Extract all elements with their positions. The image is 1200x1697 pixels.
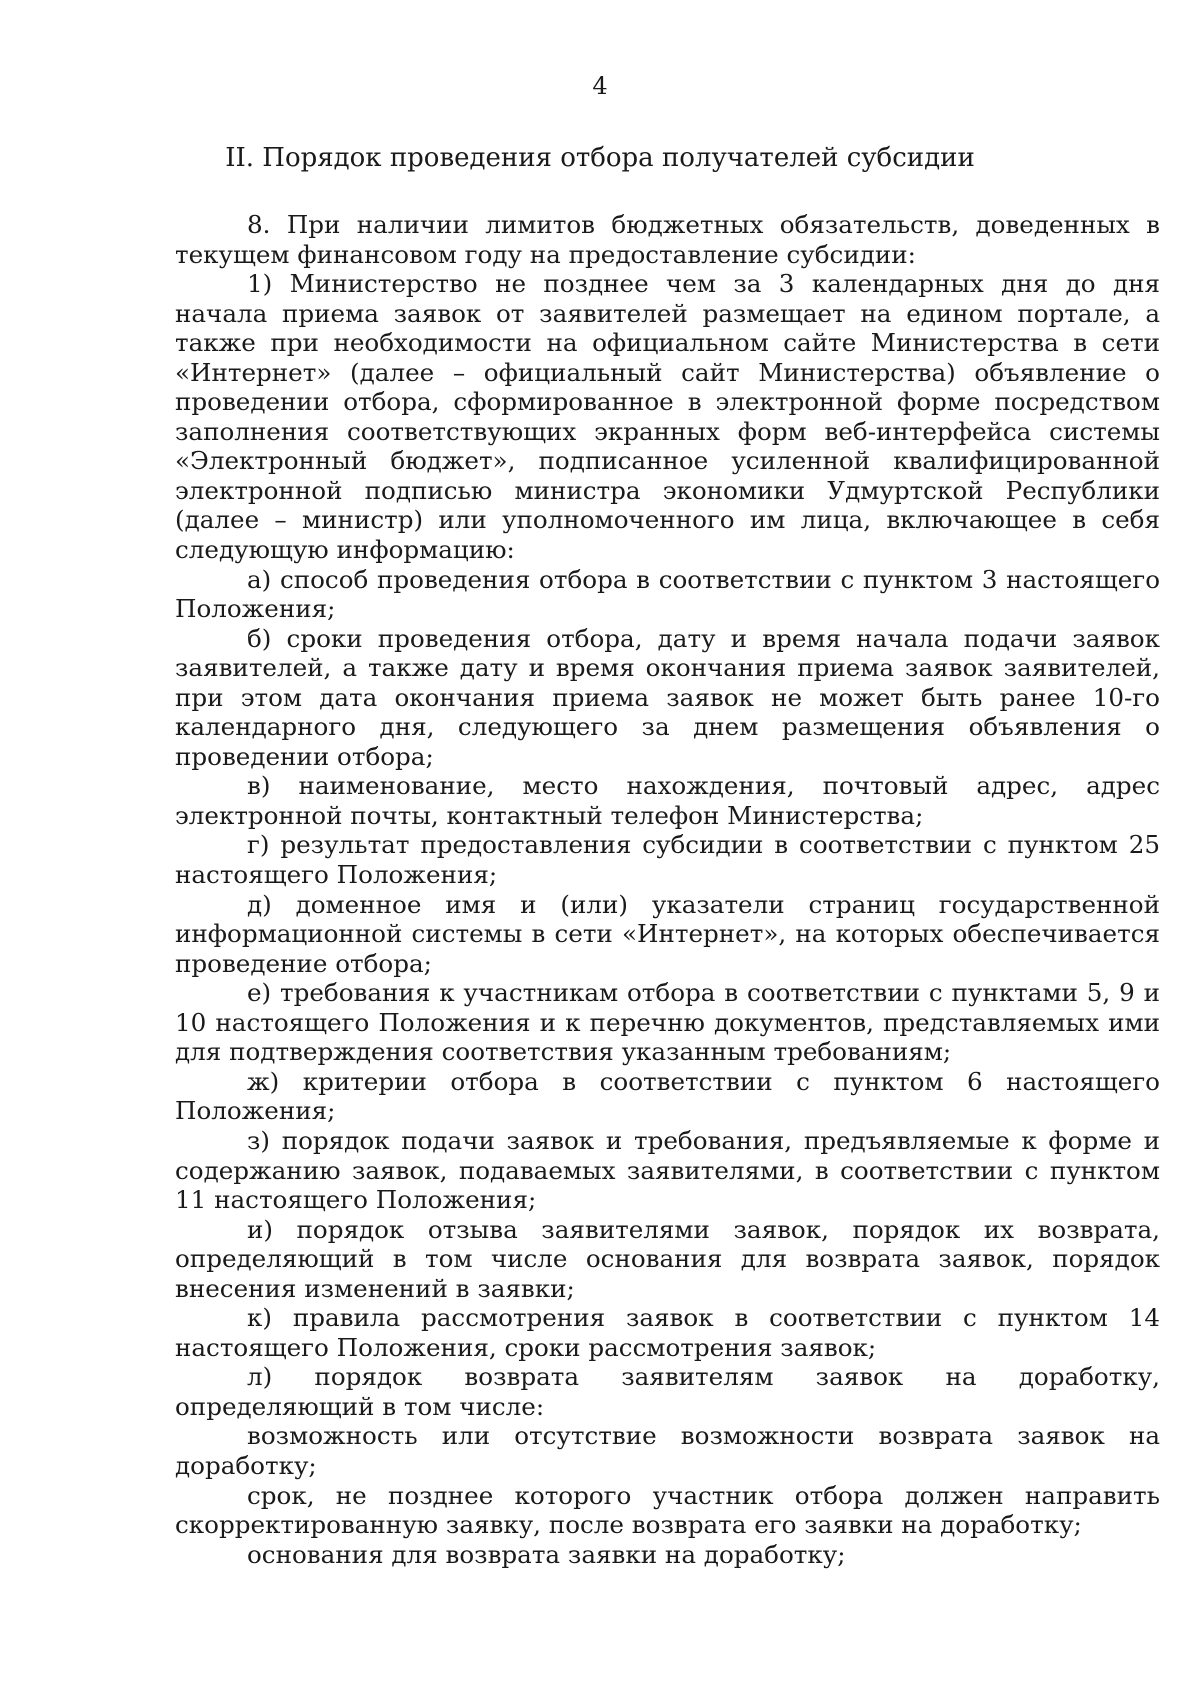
paragraph: срок, не позднее которого участник отбора должен направить скорректированную заявку, после возврата его заявки на доработку; [175,1480,1160,1540]
paragraph: возможность или отсутствие возможности возврата заявок на доработку; [175,1421,1160,1480]
paragraph: д) доменное имя и (или) указатели страниц государственной информационной системы в сети «Интернет», на которых обеспечивается проведение отбора; [175,889,1160,978]
paragraph: 1) Министерство не позднее чем за 3 календарных дня до дня начала приема заявок от заявителей размещает на едином портале, а также при необходимости на официальном сайте Министерства в сети «Интернет» (далее – официальный сайт Министерства) объявление о проведении отбора, сформированное в электронной форме посредством заполнения соответствующих экранных форм веб-интерфейса системы «Электронный бюджет», подписанное усиленной квалифицированной электронной подписью министра экономики Удмуртской Республики (далее – министр) или уполномоченного им лица, включающее в себя следующую информацию: [175,269,1160,565]
paragraph: к) правила рассмотрения заявок в соответствии с пунктом 14 настоящего Положения, сроки рассмотрения заявок; [175,1303,1160,1362]
paragraph: б) сроки проведения отбора, дату и время начала подачи заявок заявителей, а также дату и время окончания приема заявок заявителей, при этом дата окончания приема заявок не может быть ранее 10-го календарного дня, следующего за днем размещения объявления о проведении отбора; [175,623,1160,771]
page-number: 4 [592,72,608,100]
paragraph: з) порядок подачи заявок и требования, предъявляемые к форме и содержанию заявок, подаваемых заявителями, в соответствии с пунктом 11 настоящего Положения; [175,1125,1160,1215]
paragraph: ж) критерии отбора в соответствии с пунктом 6 настоящего Положения; [175,1066,1160,1126]
paragraph: а) способ проведения отбора в соответствии с пунктом 3 настоящего Положения; [175,564,1160,624]
paragraph: основания для возврата заявки на доработку; [247,1539,846,1569]
paragraph: е) требования к участникам отбора в соответствии с пунктами 5, 9 и 10 настоящего Положения и к перечню документов, представляемых ими для подтверждения соответствия указанным требованиям; [175,978,1160,1067]
section-heading: II. Порядок проведения отбора получателей субсидии [225,143,975,173]
paragraph: г) результат предоставления субсидии в соответствии с пунктом 25 настоящего Положения; [175,830,1160,890]
paragraph: 8. При наличии лимитов бюджетных обязательств, доведенных в текущем финансовом году на предоставление субсидии: [175,210,1160,269]
document-body [175,210,1160,1569]
paragraph: в) наименование, место нахождения, почтовый адрес, адрес электронной почты, контактный телефон Министерства; [175,771,1160,830]
paragraph: л) порядок возврата заявителям заявок на доработку, определяющий в том числе: [175,1362,1160,1421]
paragraph: и) порядок отзыва заявителями заявок, порядок их возврата, определяющий в том числе основания для возврата заявок, порядок внесения изменений в заявки; [175,1214,1160,1303]
